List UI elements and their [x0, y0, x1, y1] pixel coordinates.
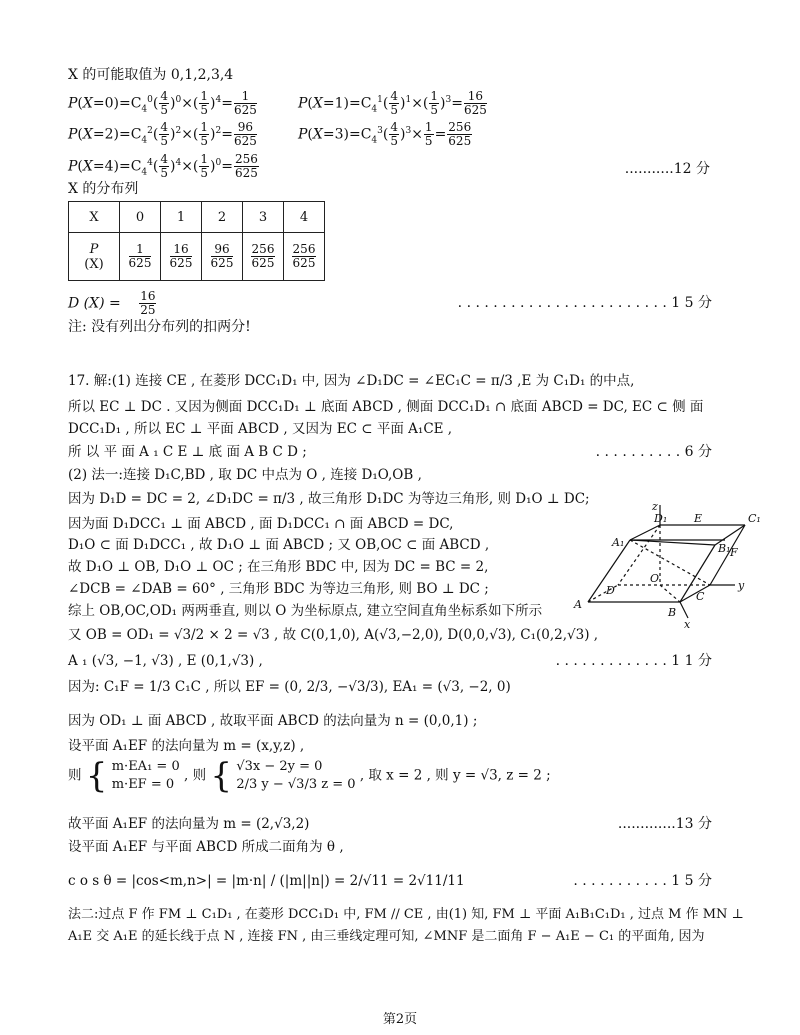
prob-x4: $P(X=4)=C_4^4$( $\frac{4}{5}$ )$^4$×( $\frac{1}{5}$ )$^0$= $\frac{256}{625}$ [68, 152, 258, 180]
q17-line6: 因为 D₁D = DC = 2, ∠D₁DC = π/3 , 故三角形 D₁DC 为等边三角形, 则 D₁O ⊥ DC; [68, 491, 590, 507]
q17-line13: A ₁ (√3, −1, √3) , E (0,1,√3) , [68, 653, 263, 669]
label-z: z [652, 500, 658, 513]
q17-line5: (2) 法一:连接 D₁C,BD , 取 DC 中点为 O , 连接 D₁O,OB , [68, 467, 422, 483]
table-cell: 3 [243, 202, 284, 233]
q17-line20: c o s θ = |cos<m,n>| = |m·n| / (|m||n|) = 2/√11 = 2√11/11 [68, 873, 465, 889]
q17-line9: 故 D₁O ⊥ OB, D₁O ⊥ OC ; 在三角形 BDC 中, 因为 DC = BC = 2, [68, 559, 489, 575]
table-row [69, 233, 325, 281]
table-cell: $\frac{256}{625}$ [284, 233, 325, 281]
parallelepiped-figure [570, 500, 770, 630]
distribution-title: X 的分布列 [68, 181, 139, 197]
label-a1: A₁ [612, 536, 625, 549]
table-cell: 4 [284, 202, 325, 233]
q17-line15: 因为 OD₁ ⊥ 面 ABCD , 故取平面 ABCD 的法向量为 n = (0,0,1) ; [68, 713, 478, 729]
label-o: O [650, 572, 660, 585]
equation-system: 则 { m·EA₁ = 0 m·EF = 0 , 则 { √3x − 2y = 0 2/3 y − √3/3 z = 0 , 取 x = 2 , 则 y = √3, z = 2 ; [68, 756, 551, 796]
q17-line11: 综上 OB,OC,OD₁ 两两垂直, 则以 O 为坐标原点, 建立空间直角坐标系如下所示 [68, 603, 543, 619]
q17-line10: ∠DCB = ∠DAB = 60° , 三角形 BDC 为等边三角形, 则 BO ⊥ DC ; [68, 581, 489, 597]
label-b: B [668, 606, 677, 619]
q17-line1: 17. 解:(1) 连接 CE , 在菱形 DCC₁D₁ 中, 因为 ∠D₁DC = ∠EC₁C = π/3 ,E 为 C₁D₁ 的中点, [68, 373, 635, 389]
label-a: A [574, 598, 582, 611]
distribution-table [68, 201, 325, 281]
table-cell: 0 [120, 202, 161, 233]
q17-line19: 设平面 A₁EF 与平面 ABCD 所成二面角为 θ , [68, 839, 344, 855]
possible-values-line: X 的可能取值为 0,1,2,3,4 [68, 67, 234, 83]
q17-line3: DCC₁D₁ , 所以 EC ⊥ 平面 ABCD , 又因为 EC ⊂ 平面 A₁CE , [68, 421, 453, 437]
q17-line4: 所 以 平 面 A ₁ C E ⊥ 底 面 A B C D ; [68, 444, 307, 460]
label-d: D [606, 584, 615, 597]
note: 注: 没有列出分布列的扣两分! [68, 319, 251, 335]
score-12: ...........12 分 [624, 161, 710, 177]
score-15a: . . . . . . . . . . . . . . . . . . . . . . . . 1 5 分 [457, 295, 712, 311]
score-13: .............13 分 [617, 816, 712, 832]
table-cell: 1 [161, 202, 202, 233]
table-header-x: X [69, 202, 120, 233]
q17-line21: 法二:过点 F 作 FM ⊥ C₁D₁ , 在菱形 DCC₁D₁ 中, FM // CE , 由(1) 知, FM ⊥ 平面 A₁B₁C₁D₁ , 过点 M 作 MN ⊥ [68, 907, 744, 922]
label-e: E [694, 512, 703, 525]
label-c1: C₁ [748, 512, 761, 525]
table-cell: $\frac{1}{625}$ [120, 233, 161, 281]
table-cell: $\frac{96}{625}$ [202, 233, 243, 281]
score-6: . . . . . . . . . . 6 分 [595, 444, 712, 460]
q17-line14: 因为: C₁F = 1/3 C₁C , 所以 EF = (0, 2/3, −√3/3), EA₁ = (√3, −2, 0) [68, 679, 511, 695]
table-cell: 2 [202, 202, 243, 233]
score-11: . . . . . . . . . . . . . 1 1 分 [555, 653, 712, 669]
variance-line: D (X) = $\frac{16}{25}$ [68, 289, 156, 317]
table-cell: $\frac{256}{625}$ [243, 233, 284, 281]
label-f: F [730, 546, 738, 559]
q17-line2: 所以 EC ⊥ DC . 又因为侧面 DCC₁D₁ ⊥ 底面 ABCD , 侧面 DCC₁D₁ ∩ 底面 ABCD = DC, EC ⊂ 侧 面 [68, 399, 704, 415]
page-number: 第2页 [382, 1012, 418, 1027]
q17-line22: A₁E 交 A₁E 的延长线于点 N , 连接 FN , 由三垂线定理可知, ∠MNF 是二面角 F − A₁E − C₁ 的平面角, 因为 [68, 929, 705, 944]
label-b1: B₁ [718, 542, 731, 555]
prob-x2: $P(X=2)=C_4^2$( $\frac{4}{5}$ )$^2$×( $\frac{1}{5}$ )$^2$= $\frac{96}{625}$ [68, 120, 257, 148]
table-cell: $\frac{16}{625}$ [161, 233, 202, 281]
table-row [69, 202, 325, 233]
label-c: C [696, 590, 705, 603]
q17-line8: D₁O ⊂ 面 D₁DCC₁ , 故 D₁O ⊥ 面 ABCD ; 又 OB,OC ⊂ 面 ABCD , [68, 537, 490, 553]
q17-line12: 又 OB = OD₁ = √3/2 × 2 = √3 , 故 C(0,1,0), A(√3,−2,0), D(0,0,√3), C₁(0,2,√3) , [68, 627, 599, 643]
q17-line16: 设平面 A₁EF 的法向量为 m = (x,y,z) , [68, 738, 305, 754]
label-x: x [684, 618, 691, 630]
table-header-p: P (X) [69, 233, 120, 281]
prob-x1: $P(X=1)=C_4^1$( $\frac{4}{5}$ )$^1$×( $\frac{1}{5}$ )$^3$= $\frac{16}{625}$ [298, 89, 487, 117]
q17-line7: 因为面 D₁DCC₁ ⊥ 面 ABCD , 面 D₁DCC₁ ∩ 面 ABCD = DC, [68, 516, 454, 532]
prob-x0: $P(X=0)=C_4^0$( $\frac{4}{5}$ )$^0$×( $\frac{1}{5}$ )$^4$= $\frac{1}{625}$ [68, 89, 257, 117]
score-15b: . . . . . . . . . . . 1 5 分 [573, 873, 712, 889]
label-d1: D₁ [654, 512, 668, 525]
q17-line18: 故平面 A₁EF 的法向量为 m = (2,√3,2) [68, 816, 310, 832]
label-y: y [738, 579, 745, 592]
prob-x3: $P(X=3)=C_4^3$( $\frac{4}{5}$ )$^3$× $\frac{1}{5}$ = $\frac{256}{625}$ [298, 120, 472, 148]
